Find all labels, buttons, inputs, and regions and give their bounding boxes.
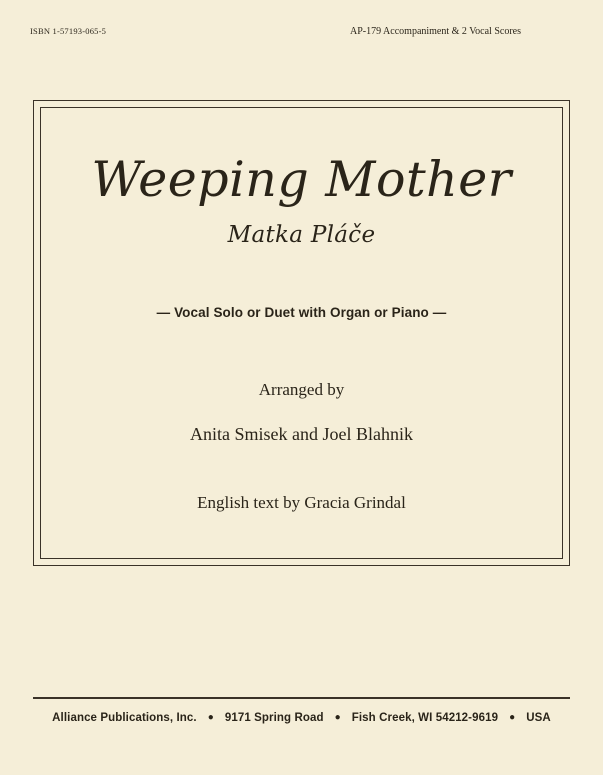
title-frame bbox=[33, 100, 570, 566]
footer-divider bbox=[33, 697, 570, 699]
page-header bbox=[30, 26, 573, 37]
publisher-name: Alliance Publications, Inc. bbox=[52, 712, 197, 724]
publisher-footer bbox=[33, 712, 570, 724]
title-block bbox=[34, 101, 569, 565]
bullet-separator-icon: ● bbox=[509, 711, 516, 723]
isbn-text: ISBN 1-57193-065-5 bbox=[30, 26, 107, 36]
catalog-number-text: AP-179 Accompaniment & 2 Vocal Scores bbox=[350, 26, 521, 37]
arranger-names: Anita Smisek and Joel Blahnik bbox=[190, 424, 413, 444]
publisher-country: USA bbox=[526, 712, 551, 724]
bullet-separator-icon: ● bbox=[207, 711, 214, 723]
instrumentation-line: — Vocal Solo or Duet with Organ or Piano — bbox=[156, 305, 447, 320]
arranged-by-label: Arranged by bbox=[258, 380, 345, 399]
publisher-city-state-zip: Fish Creek, WI 54212-9619 bbox=[351, 712, 499, 724]
bullet-separator-icon: ● bbox=[334, 711, 341, 723]
work-title: Weeping Mother bbox=[91, 151, 512, 208]
publisher-street: 9171 Spring Road bbox=[224, 712, 324, 724]
english-text-credit: English text by Gracia Grindal bbox=[197, 493, 406, 512]
work-subtitle-original-language: Matka Pláče bbox=[227, 222, 376, 248]
